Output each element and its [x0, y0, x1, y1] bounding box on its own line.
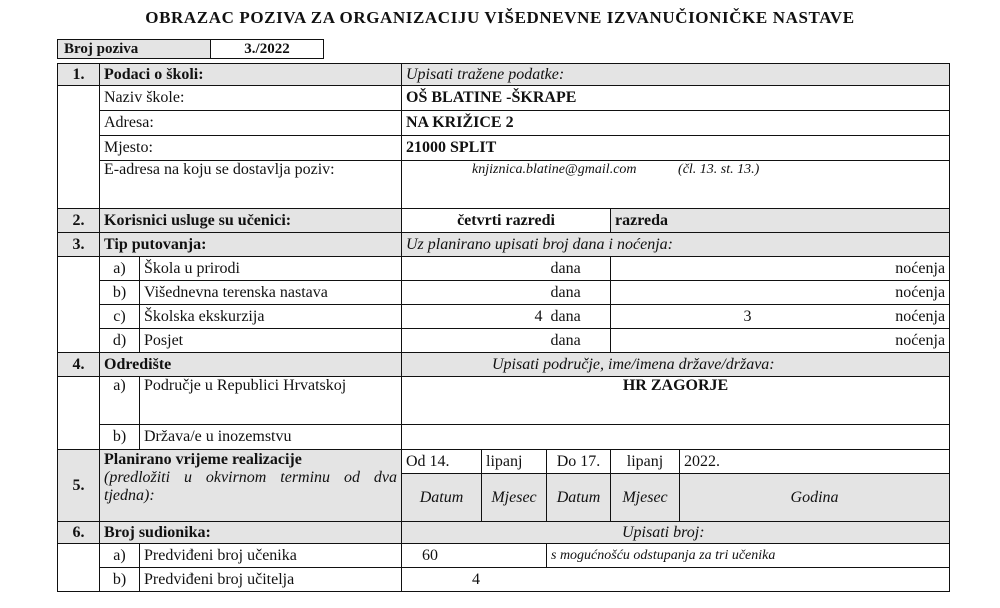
section-6-number: 6.	[58, 522, 100, 544]
odrediste-letter-b: b)	[100, 425, 140, 450]
nocenja-label: noćenja	[756, 329, 950, 353]
sudionici-label-a: Predviđeni broj učenika	[140, 544, 402, 568]
tip-letter: b)	[100, 281, 140, 305]
email-value: knjiznica.blatine@gmail.com	[472, 162, 637, 177]
datum-label-1: Datum	[402, 474, 482, 522]
sudionici-letter-b: b)	[100, 568, 140, 592]
godina-value: 2022.	[680, 450, 950, 474]
section-4-number: 4.	[58, 353, 100, 377]
tip-row-c	[58, 305, 950, 329]
tip-label: Višednevna terenska nastava	[140, 281, 402, 305]
section-1-label: Podaci o školi:	[100, 64, 402, 86]
section-4-hint: Upisati područje, ime/imena države/država:	[402, 353, 950, 377]
odrediste-value-b	[402, 425, 950, 450]
dana-value	[402, 329, 547, 353]
dana-label: dana	[547, 257, 611, 281]
nocenja-label: noćenja	[756, 257, 950, 281]
dana-value: 4	[402, 305, 547, 329]
datum-label-2: Datum	[547, 474, 611, 522]
dana-label: dana	[547, 329, 611, 353]
dana-value	[402, 281, 547, 305]
broj-poziva-box	[57, 39, 324, 59]
broj-poziva-label: Broj poziva	[58, 40, 211, 59]
form-table	[57, 63, 950, 592]
adresa-value: NA KRIŽICE 2	[402, 111, 950, 136]
mjesec-label-2: Mjesec	[611, 474, 680, 522]
naziv-label: Naziv škole:	[100, 86, 402, 111]
mjesto-label: Mjesto:	[100, 136, 402, 161]
nocenja-value	[611, 257, 756, 281]
nocenja-value	[611, 281, 756, 305]
mjesto-value: 21000 SPLIT	[402, 136, 950, 161]
section-3-hint: Uz planirano upisati broj dana i noćenja:	[402, 233, 950, 257]
email-note: (čl. 13. st. 13.)	[678, 162, 760, 177]
nocenja-label: noćenja	[756, 281, 950, 305]
form-title: OBRAZAC POZIVA ZA ORGANIZACIJU VIŠEDNEVNE IZVANUČIONIČKE NASTAVE	[145, 8, 855, 27]
section-6-hint: Upisati broj:	[402, 522, 950, 544]
tip-row-b	[58, 281, 950, 305]
naziv-value: OŠ BLATINE -ŠKRAPE	[402, 86, 950, 111]
section-4-label: Odredište	[100, 353, 402, 377]
nocenja-label: noćenja	[756, 305, 950, 329]
dana-value	[402, 257, 547, 281]
section-2-number: 2.	[58, 209, 100, 233]
sudionici-label-b: Predviđeni broj učitelja	[140, 568, 402, 592]
section-1-number: 1.	[58, 64, 100, 86]
od-datum: Od 14.	[402, 450, 482, 474]
razred-suffix: razreda	[611, 209, 950, 233]
sudionici-letter-a: a)	[100, 544, 140, 568]
section-6-label: Broj sudionika:	[100, 522, 402, 544]
section-1-hint: Upisati tražene podatke:	[402, 64, 950, 86]
adresa-label: Adresa:	[100, 111, 402, 136]
broj-ucenika-value: 60	[402, 544, 547, 568]
dana-label: dana	[547, 281, 611, 305]
section-5-label: Planirano vrijeme realizacije	[104, 451, 302, 468]
section-5-number: 5.	[58, 450, 100, 522]
tip-label: Škola u prirodi	[140, 257, 402, 281]
email-label: E-adresa na koju se dostavlja poziv:	[100, 161, 402, 209]
razred-value: četvrti razredi	[402, 209, 611, 233]
section-5-note: (predložiti u okvirnom terminu od dva tjedna):	[104, 469, 397, 504]
nocenja-value	[611, 329, 756, 353]
od-mjesec: lipanj	[482, 450, 547, 474]
tip-row-a	[58, 257, 950, 281]
broj-ucitelja-value: 4	[402, 568, 950, 592]
odrediste-letter-a: a)	[100, 377, 140, 425]
section-3-label: Tip putovanja:	[100, 233, 402, 257]
broj-ucenika-note: s mogućnošću odstupanja za tri učenika	[547, 544, 950, 568]
tip-letter: a)	[100, 257, 140, 281]
tip-letter: d)	[100, 329, 140, 353]
nocenja-value: 3	[611, 305, 756, 329]
odrediste-label-a: Područje u Republici Hrvatskoj	[140, 377, 402, 425]
mjesec-label-1: Mjesec	[482, 474, 547, 522]
godina-label: Godina	[680, 474, 950, 522]
section-2-label: Korisnici usluge su učenici:	[100, 209, 402, 233]
do-datum: Do 17.	[547, 450, 611, 474]
odrediste-label-b: Država/e u inozemstvu	[140, 425, 402, 450]
tip-letter: c)	[100, 305, 140, 329]
dana-label: dana	[547, 305, 611, 329]
broj-poziva-value: 3./2022	[211, 40, 324, 59]
tip-row-d	[58, 329, 950, 353]
tip-label: Posjet	[140, 329, 402, 353]
odrediste-value-a: HR ZAGORJE	[402, 377, 950, 425]
do-mjesec: lipanj	[611, 450, 680, 474]
tip-label: Školska ekskurzija	[140, 305, 402, 329]
section-3-number: 3.	[58, 233, 100, 257]
